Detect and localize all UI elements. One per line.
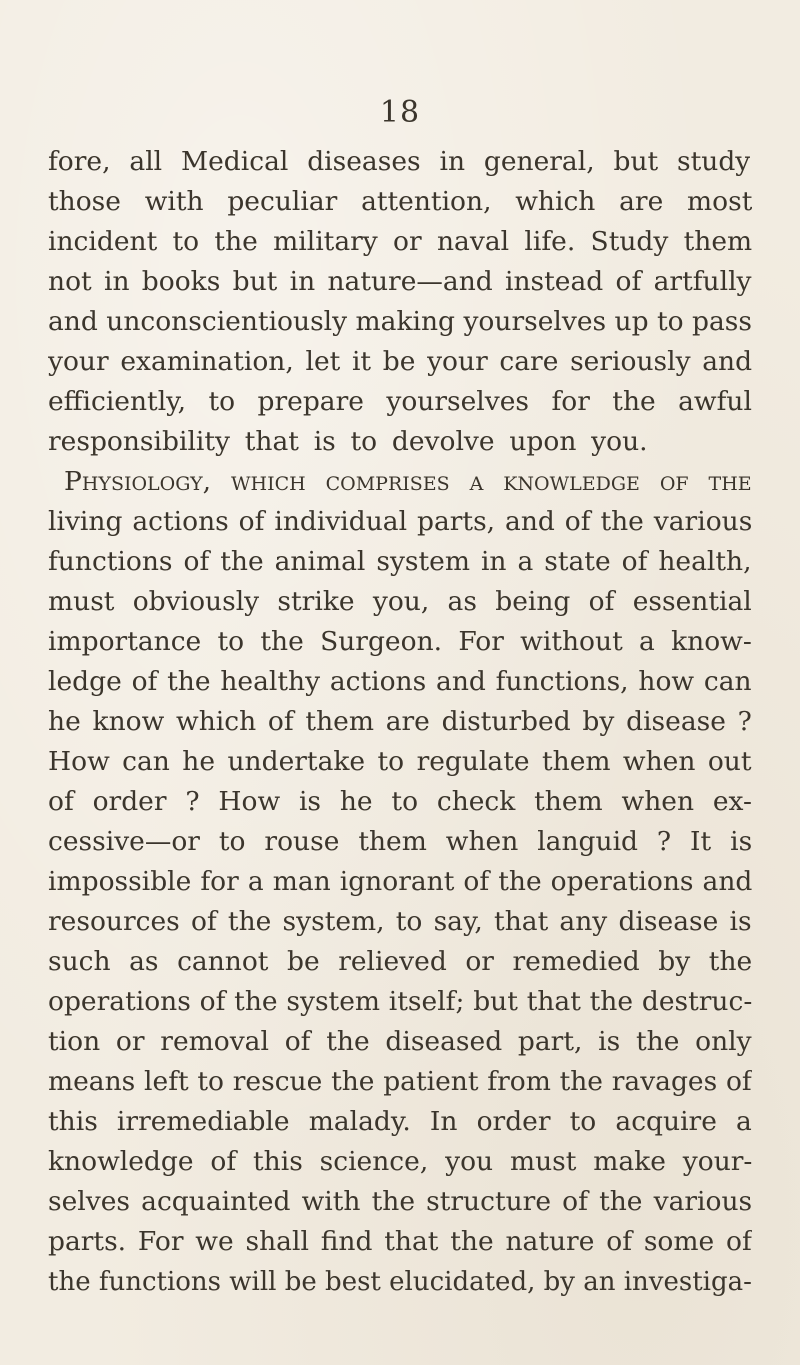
text-line: knowledge of this science, you must make your- <box>48 1146 752 1177</box>
text-line: living actions of individual parts, and of the various <box>48 506 752 537</box>
text-line: this irremediable malady. In order to acquire a <box>48 1106 752 1137</box>
text-line: must obviously strike you, as being of essential <box>48 586 752 617</box>
text-line: selves acquainted with the structure of the various <box>48 1186 752 1217</box>
text-line: those with peculiar attention, which are most <box>48 186 752 217</box>
text-line: he know which of them are disturbed by disease ? <box>48 706 752 737</box>
page-number: 18 <box>379 95 421 130</box>
text-line: the functions will be best elucidated, by an investiga- <box>48 1267 752 1297</box>
text-line: importance to the Surgeon. For without a know- <box>48 626 752 657</box>
text-line: cessive—or to rouse them when languid ? It is <box>48 826 752 857</box>
text-line: parts. For we shall find that the nature of some of <box>48 1226 752 1257</box>
text-line: operations of the system itself; but that the destruc- <box>48 986 752 1017</box>
text-line: such as cannot be relieved or remedied by the <box>48 946 752 977</box>
text-line: means left to rescue the patient from the ravages of <box>48 1066 752 1097</box>
text-line: fore, all Medical diseases in general, but study <box>48 146 750 177</box>
text-line: resources of the system, to say, that any disease is <box>48 906 752 937</box>
text-line: and unconscientiously making yourselves up to pass <box>48 306 752 337</box>
text-line: tion or removal of the diseased part, is the only <box>48 1026 752 1057</box>
text-line: impossible for a man ignorant of the operations and <box>48 866 752 897</box>
text-line: ledge of the healthy actions and functions, how can <box>48 666 752 697</box>
text-line: functions of the animal system in a state of health, <box>48 546 752 577</box>
text-line: of order ? How is he to check them when ex- <box>48 786 752 817</box>
text-line: Physiology, which comprises a knowledge of the <box>64 466 752 497</box>
text-line: efficiently, to prepare yourselves for the awful <box>48 386 752 417</box>
text-line: your examination, let it be your care seriously and <box>48 346 752 377</box>
text-line: incident to the military or naval life. Study them <box>48 226 752 257</box>
text-line: not in books but in nature—and instead of artfully <box>48 266 752 297</box>
text-line: responsibility that is to devolve upon you. <box>48 426 648 457</box>
text-line: How can he undertake to regulate them when out <box>48 746 752 777</box>
